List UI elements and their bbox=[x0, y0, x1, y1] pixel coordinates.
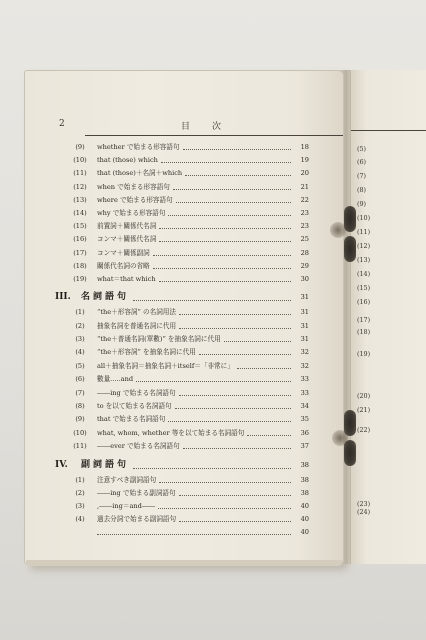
right-page-entry-number: (17) bbox=[357, 316, 371, 324]
entry-page-number: 21 bbox=[300, 182, 309, 191]
entry-number: (18) bbox=[73, 261, 87, 270]
entry-number: (12) bbox=[73, 182, 87, 191]
right-page-entry-number: (18) bbox=[357, 328, 371, 336]
toc-entry bbox=[25, 400, 344, 413]
section-heading bbox=[25, 458, 344, 473]
entry-page-number: 20 bbox=[300, 169, 309, 178]
toc-entry bbox=[25, 346, 344, 359]
entry-number: (15) bbox=[73, 222, 87, 231]
entry-number: (9) bbox=[75, 415, 85, 424]
entry-number: (2) bbox=[75, 321, 85, 330]
entry-number: (16) bbox=[73, 235, 87, 244]
entry-page-number: 38 bbox=[300, 488, 309, 497]
toc-entry bbox=[25, 500, 344, 513]
right-page-entry-number: (6) bbox=[357, 158, 367, 166]
toc-entry bbox=[25, 154, 344, 167]
dot-leader bbox=[97, 534, 291, 535]
dot-leader bbox=[224, 341, 291, 342]
right-page-entry-number: (19) bbox=[357, 350, 371, 358]
entry-number: (10) bbox=[73, 156, 87, 165]
entry-number: (3) bbox=[75, 502, 85, 510]
toc-entry bbox=[25, 233, 344, 246]
entry-title: where で始まる形容語句 bbox=[97, 195, 173, 204]
dot-leader bbox=[159, 482, 291, 483]
entry-title: ――ing で始まる名詞語句 bbox=[97, 388, 176, 397]
entry-page-number: 36 bbox=[300, 428, 309, 437]
rust-stain bbox=[330, 222, 346, 238]
right-page-entry-number: (22) bbox=[357, 426, 371, 434]
entry-page-number: 35 bbox=[300, 415, 309, 424]
toc-entry bbox=[25, 141, 344, 154]
entry-page-number: 32 bbox=[300, 361, 309, 370]
toc-entry bbox=[25, 513, 344, 526]
entry-title: that で始まる名詞語句 bbox=[97, 415, 166, 424]
entry-title: 關係代名詞の省略 bbox=[97, 261, 150, 270]
left-page bbox=[24, 70, 344, 564]
page-edge bbox=[26, 560, 342, 566]
entry-title: 數量.....and bbox=[97, 375, 134, 384]
entry-title: to を以て始まる名詞語句 bbox=[97, 402, 172, 410]
section-heading bbox=[25, 290, 344, 305]
entry-title: ――ever で始まる名詞語句 bbox=[97, 442, 180, 451]
entry-number: (1) bbox=[75, 308, 85, 317]
dot-leader bbox=[179, 495, 291, 496]
dot-leader bbox=[199, 354, 291, 355]
right-page-entry-number: (24) bbox=[357, 508, 371, 516]
dot-leader bbox=[159, 241, 291, 242]
entry-number: (7) bbox=[75, 388, 85, 397]
entry-page-number: 33 bbox=[300, 375, 309, 384]
right-page-entry-number: (23) bbox=[357, 500, 371, 508]
toc-entry bbox=[25, 474, 344, 487]
section-title: 副詞語句 bbox=[81, 459, 130, 470]
dot-leader bbox=[161, 162, 291, 163]
entry-number: (8) bbox=[75, 402, 85, 410]
page-header bbox=[59, 117, 344, 133]
right-page-entry-number: (20) bbox=[357, 392, 371, 400]
right-page-entry-number: (21) bbox=[357, 406, 371, 414]
section-page-number: 31 bbox=[300, 293, 309, 302]
entry-title: what＝that which bbox=[97, 275, 156, 283]
entry-page-number: 18 bbox=[300, 143, 309, 151]
entry-title: why で始まる形容語句 bbox=[97, 209, 166, 217]
entry-title: “the＋形容詞” の名詞用法 bbox=[97, 308, 176, 317]
entry-page-number: 37 bbox=[300, 442, 309, 451]
entry-title: when で始まる形容語句 bbox=[97, 182, 170, 191]
right-page-entry-number: (15) bbox=[357, 284, 371, 292]
entry-number: (9) bbox=[75, 143, 85, 151]
entry-page-number: 25 bbox=[300, 235, 309, 244]
entry-page-number: 31 bbox=[300, 321, 309, 330]
right-page-entry-number: (10) bbox=[357, 214, 371, 222]
toc-entry bbox=[25, 387, 344, 400]
dot-leader bbox=[183, 149, 291, 150]
entry-number: (5) bbox=[75, 361, 85, 370]
toc-entry bbox=[25, 247, 344, 260]
dot-leader bbox=[237, 368, 291, 369]
entry-number: (14) bbox=[73, 209, 87, 217]
entry-page-number: 40 bbox=[300, 528, 309, 537]
entry-number: (10) bbox=[73, 428, 87, 437]
entry-page-number: 32 bbox=[300, 348, 309, 357]
section-numeral: IV. bbox=[55, 459, 68, 470]
entry-page-number: 29 bbox=[300, 261, 309, 270]
toc-entry bbox=[25, 273, 344, 286]
dot-leader bbox=[247, 435, 291, 436]
section-numeral: III. bbox=[55, 292, 71, 303]
dot-leader bbox=[179, 314, 291, 315]
dot-leader bbox=[153, 268, 291, 269]
entry-page-number: 38 bbox=[300, 475, 309, 484]
rust-stain bbox=[332, 430, 348, 446]
entry-title: 過去分詞で始まる副詞語句 bbox=[97, 515, 177, 524]
dot-leader bbox=[179, 521, 291, 522]
entry-title: 抽象名詞を普通名詞に代用 bbox=[97, 321, 177, 330]
toc-entry bbox=[25, 220, 344, 233]
toc-entry bbox=[25, 260, 344, 273]
toc-entry bbox=[25, 194, 344, 207]
right-page-entry-number: (12) bbox=[357, 242, 371, 250]
dot-leader bbox=[168, 421, 291, 422]
toc-entry bbox=[25, 167, 344, 180]
entry-title: “the＋普通名詞(單數)” を抽象名詞に代用 bbox=[97, 335, 221, 343]
toc-entry bbox=[25, 413, 344, 426]
entry-number: (4) bbox=[75, 348, 85, 357]
dot-leader bbox=[158, 508, 291, 509]
right-page-entry-number: (7) bbox=[357, 172, 367, 180]
entry-title: “the＋形容詞” を抽象名詞に代用 bbox=[97, 348, 196, 357]
entry-title: 前置詞＋關係代名詞 bbox=[97, 222, 157, 231]
entry-page-number: 40 bbox=[300, 502, 309, 510]
section-title: 名詞語句 bbox=[81, 292, 130, 303]
right-page-entry-number: (11) bbox=[357, 228, 371, 236]
right-page-entry-number: (9) bbox=[357, 200, 367, 208]
header-rule bbox=[85, 135, 344, 136]
dot-leader bbox=[179, 395, 291, 396]
dot-leader bbox=[176, 202, 291, 203]
entry-number: (6) bbox=[75, 375, 85, 384]
dot-leader bbox=[159, 228, 291, 229]
entry-number: (11) bbox=[73, 169, 87, 178]
entry-number: (11) bbox=[73, 442, 87, 451]
toc-entry bbox=[25, 333, 344, 346]
toc-entry bbox=[25, 181, 344, 194]
section-page-number: 38 bbox=[300, 460, 309, 469]
right-header-rule bbox=[351, 130, 426, 131]
toc-entry bbox=[25, 427, 344, 440]
toc-entry bbox=[25, 487, 344, 500]
entry-page-number: 23 bbox=[300, 222, 309, 231]
staple bbox=[344, 440, 356, 466]
dot-leader bbox=[153, 255, 291, 256]
entry-title: コンマ＋關係代名詞 bbox=[97, 235, 157, 244]
dot-leader bbox=[133, 468, 291, 469]
entry-title: ,――ing＝and―― bbox=[97, 502, 156, 510]
entry-page-number: 28 bbox=[300, 248, 309, 257]
toc-entry bbox=[25, 526, 344, 539]
entry-page-number: 19 bbox=[300, 156, 309, 165]
right-page bbox=[350, 70, 426, 564]
entry-number: (4) bbox=[75, 515, 85, 524]
entry-title: all＋抽象名詞＝抽象名詞＋itself＝「非常に」 bbox=[97, 361, 234, 370]
entry-number: (3) bbox=[75, 335, 85, 343]
entry-number: (2) bbox=[75, 488, 85, 497]
right-page-entry-number: (13) bbox=[357, 256, 371, 264]
dot-leader bbox=[136, 381, 291, 382]
toc-entry bbox=[25, 320, 344, 333]
entry-title: that (those) which bbox=[97, 156, 158, 165]
entry-title: that (those)＋名詞＋which bbox=[97, 169, 183, 178]
page-number: 2 bbox=[59, 119, 65, 129]
toc-entry bbox=[25, 306, 344, 319]
dot-leader bbox=[168, 215, 291, 216]
entry-page-number: 31 bbox=[300, 335, 309, 343]
dot-leader bbox=[175, 408, 291, 409]
right-page-entry-number: (5) bbox=[357, 145, 367, 153]
dot-leader bbox=[179, 328, 291, 329]
entry-page-number: 23 bbox=[300, 209, 309, 217]
dot-leader bbox=[185, 175, 291, 176]
entry-page-number: 31 bbox=[300, 308, 309, 317]
entry-page-number: 22 bbox=[300, 195, 309, 204]
page-title: 目次 bbox=[181, 122, 244, 132]
entry-page-number: 34 bbox=[300, 402, 309, 410]
entry-number: (17) bbox=[73, 248, 87, 257]
staple bbox=[344, 236, 356, 262]
entry-number: (19) bbox=[73, 275, 87, 283]
toc-entry bbox=[25, 360, 344, 373]
entry-page-number: 40 bbox=[300, 515, 309, 524]
right-page-entry-number: (16) bbox=[357, 298, 371, 306]
dot-leader bbox=[173, 189, 291, 190]
entry-page-number: 30 bbox=[300, 275, 309, 283]
entry-title: 注意すべき副詞語句 bbox=[97, 475, 157, 484]
right-page-entry-number: (14) bbox=[357, 270, 371, 278]
entry-title: ――ing で始まる副詞語句 bbox=[97, 488, 176, 497]
entry-number: (13) bbox=[73, 195, 87, 204]
dot-leader bbox=[133, 300, 291, 301]
entry-number: (1) bbox=[75, 475, 85, 484]
toc-entry bbox=[25, 373, 344, 386]
entry-title: what, whom, whether 等を以て始まる名詞語句 bbox=[97, 428, 245, 437]
dot-leader bbox=[183, 448, 291, 449]
entry-title: whether で始まる形容語句 bbox=[97, 143, 180, 151]
entry-page-number: 33 bbox=[300, 388, 309, 397]
right-page-entry-number: (8) bbox=[357, 186, 367, 194]
dot-leader bbox=[159, 281, 291, 282]
toc-entry bbox=[25, 440, 344, 453]
entry-title: コンマ＋關係副詞 bbox=[97, 248, 150, 257]
toc-entry bbox=[25, 207, 344, 220]
